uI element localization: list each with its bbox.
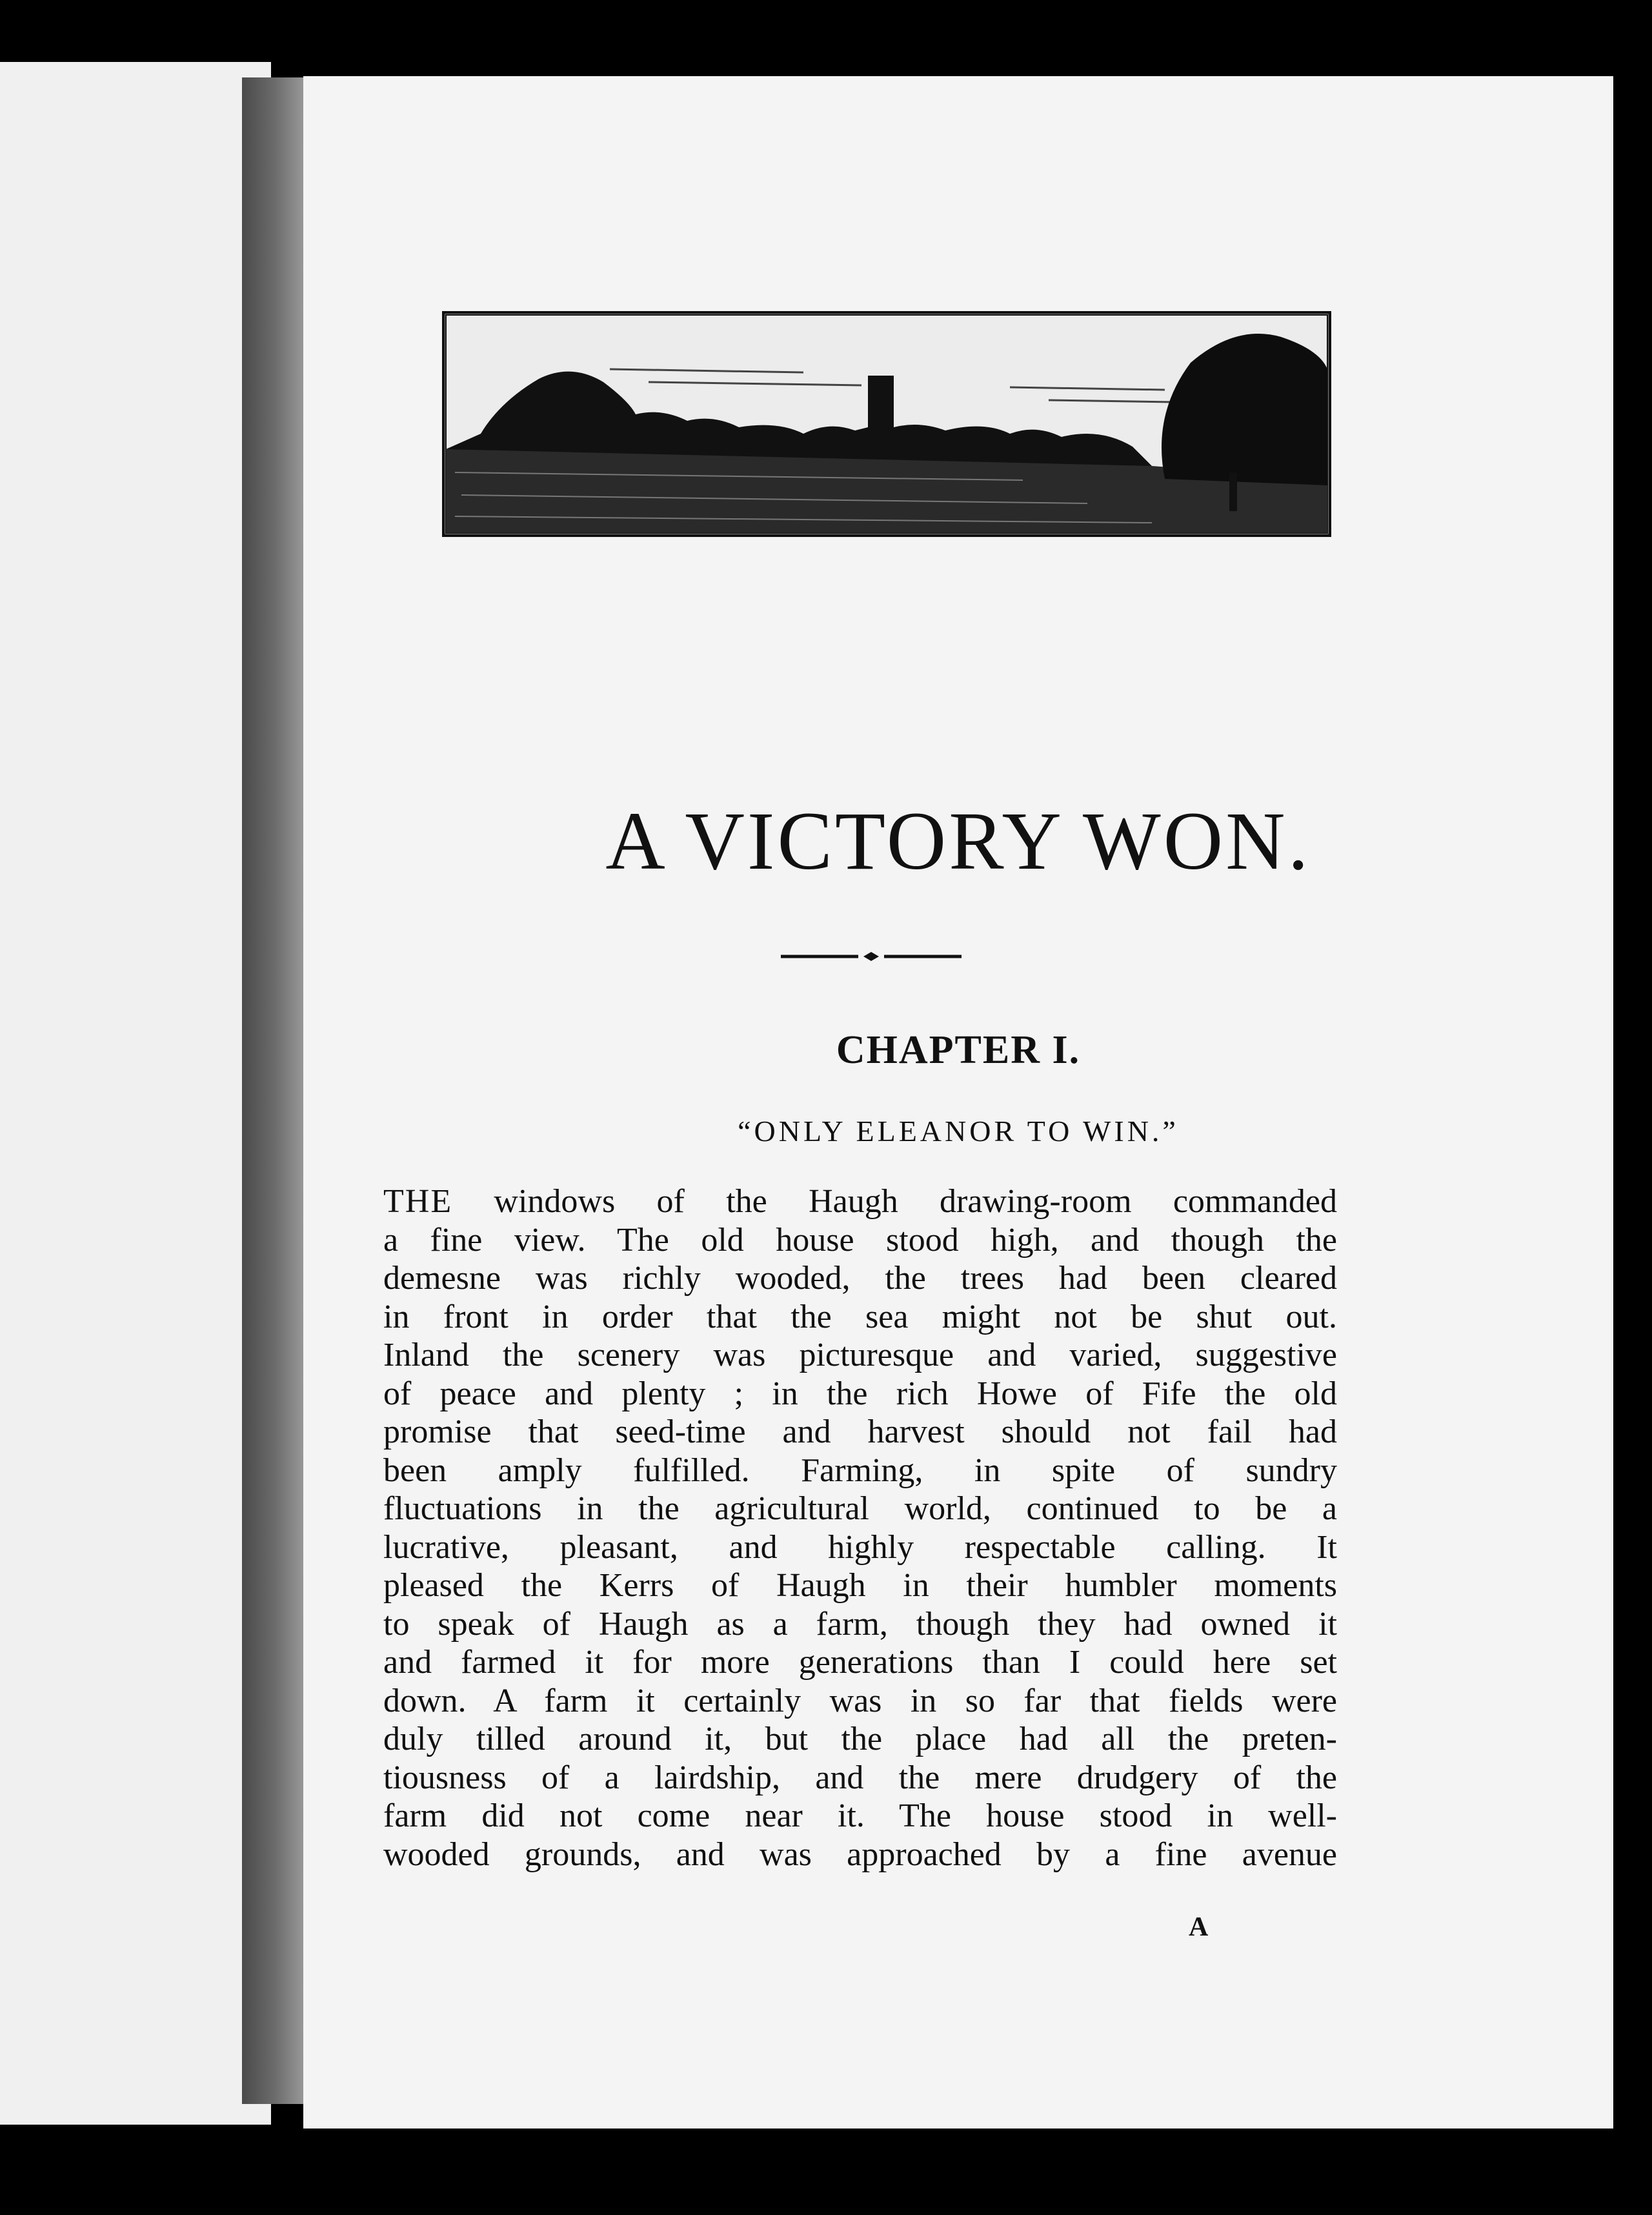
text-line: and farmed it for more generations than I could here set [383, 1644, 1337, 1681]
landscape-vignette-icon [442, 311, 1331, 537]
divider-ornament-icon [781, 950, 962, 963]
text-line: duly tilled around it, but the place had all the preten- [383, 1721, 1337, 1757]
text-line: been amply fulfilled. Farming, in spite of sundry [383, 1451, 1337, 1489]
text-line: Inland the scenery was picturesque and varied, suggestive [383, 1337, 1337, 1373]
text-line: down. A farm it certainly was in so far that fields were [383, 1682, 1337, 1719]
book-title: A VICTORY WON. [605, 795, 1311, 887]
drop-capital: THE [383, 1183, 453, 1220]
text-line: pleased the Kerrs of Haugh in their humbler moments [383, 1567, 1337, 1604]
text-line: farm did not come near it. The house stood in well- [383, 1797, 1337, 1834]
chapter-body-text [383, 1182, 1337, 1874]
text-line: a fine view. The old house stood high, and though the [383, 1221, 1337, 1259]
text-line: tiousness of a lairdship, and the mere drudgery of the [383, 1759, 1337, 1796]
chapter-subtitle: “ONLY ELEANOR TO WIN.” [738, 1115, 1179, 1148]
text-line: wooded grounds, and was approached by a fine avenue [383, 1836, 1337, 1873]
text-line: of peace and plenty ; in the rich Howe of Fife the old [383, 1375, 1337, 1412]
chapter-heading: CHAPTER I. [836, 1028, 1081, 1072]
text-line: in front in order that the sea might not be shut out. [383, 1298, 1337, 1335]
left-page [0, 62, 271, 2125]
signature-mark: A [1189, 1912, 1209, 1942]
text-line: demesne was richly wooded, the trees had been cleared [383, 1260, 1337, 1297]
text-line: lucrative, pleasant, and highly respectable calling. It [383, 1528, 1337, 1566]
text-line: THE windows of the Haugh drawing-room commanded [383, 1183, 1337, 1220]
text-line: to speak of Haugh as a farm, though they had owned it [383, 1605, 1337, 1643]
text-line: fluctuations in the agricultural world, continued to be a [383, 1490, 1337, 1527]
text-line: promise that seed-time and harvest should not fail had [383, 1413, 1337, 1450]
